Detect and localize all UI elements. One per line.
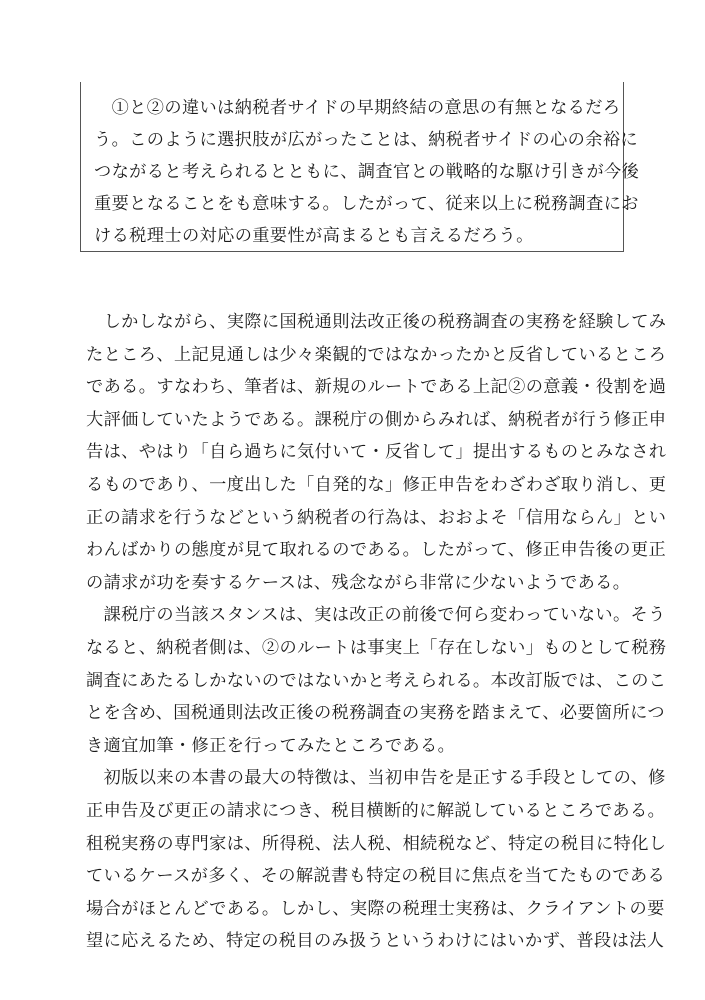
- body-line: き適宜加筆・修正を行ってみたところである。: [86, 735, 456, 756]
- box-line: ①と②の違いは納税者サイドの早期終結の意思の有無となるだろ: [94, 98, 621, 118]
- body-text: [86, 306, 667, 958]
- box-line: 重要となることをも意味する。したがって、従来以上に税務調査にお: [94, 194, 639, 214]
- body-line: たところ、上記見通しは少々楽観的ではなかったかと反省しているところ: [86, 344, 667, 365]
- body-line: 租税実務の専門家は、所得税、法人税、相続税など、特定の税目に特化し: [86, 833, 667, 854]
- body-line: 課税庁の当該スタンスは、実は改正の前後で何ら変わっていない。そう: [86, 605, 666, 626]
- body-line: 望に応えるため、特定の税目のみ扱うというわけにはいかず、普段は法人: [86, 931, 665, 952]
- body-line: なると、納税者側は、②のルートは事実上「存在しない」ものとして税務: [86, 637, 667, 658]
- box-line: う。このように選択肢が広がったことは、納税者サイドの心の余裕に: [94, 130, 639, 150]
- body-line: の請求が功を奏するケースは、残念ながら非常に少ないようである。: [86, 572, 631, 593]
- body-line: 告は、やはり「自ら過ちに気付いて・反省して」提出するものとみなされ: [86, 442, 667, 463]
- box-line: ける税理士の対応の重要性が高まるとも言えるだろう。: [94, 226, 534, 246]
- body-line: るものであり、一度出した「自発的な」修正申告をわざわざ取り消し、更: [86, 474, 667, 495]
- body-line: とを含め、国税通則法改正後の税務調査の実務を踏まえて、必要箇所につ: [86, 703, 666, 724]
- body-line: 初版以来の本書の最大の特徴は、当初申告を是正する手段としての、修: [86, 768, 666, 789]
- body-line: である。すなわち、筆者は、新規のルートである上記②の意義・役割を過: [86, 377, 667, 398]
- body-line: 場合がほとんどである。しかし、実際の税理士実務は、クライアントの要: [86, 898, 665, 919]
- box-line: つながると考えられるとともに、調査官との戦略的な駆け引きが今後: [94, 162, 640, 182]
- body-line: 正申告及び更正の請求につき、税目横断的に解説しているところである。: [86, 800, 666, 821]
- body-line: わんばかりの態度が見て取れるのである。したがって、修正申告後の更正: [86, 540, 667, 561]
- body-line: ているケースが多く、その解説書も特定の税目に焦点を当てたものである: [86, 866, 666, 887]
- body-line: 正の請求を行うなどという納税者の行為は、おおよそ「信用ならん」とい: [86, 507, 667, 528]
- box-text: [94, 92, 640, 252]
- body-line: 大評価していたようである。課税庁の側からみれば、納税者が行う修正申: [86, 409, 667, 430]
- body-line: しかしながら、実際に国税通則法改正後の税務調査の実務を経験してみ: [86, 312, 667, 332]
- body-line: 調査にあたるしかないのではないかと考えられる。本改訂版では、このこ: [86, 670, 667, 691]
